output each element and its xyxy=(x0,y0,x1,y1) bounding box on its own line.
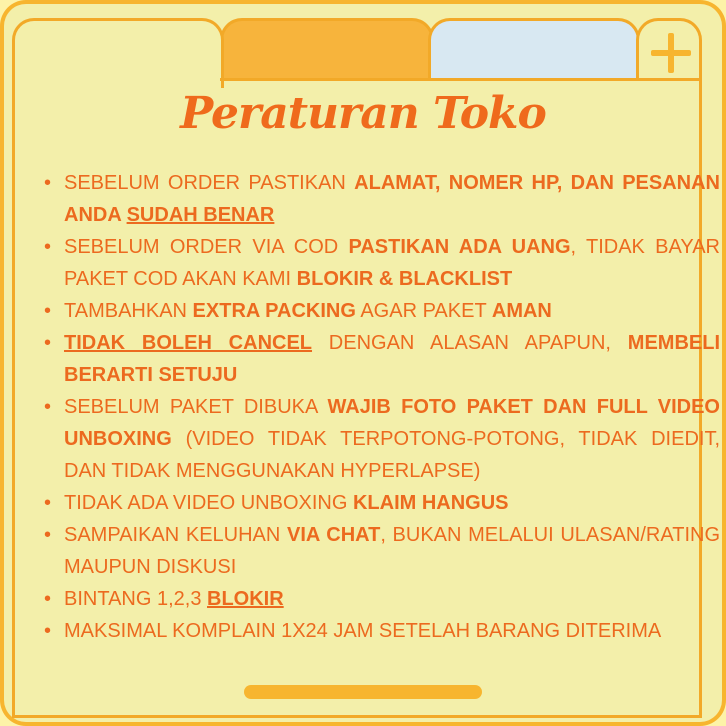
page-title: Peraturan Toko xyxy=(180,88,546,139)
rule-item-9: • MAKSIMAL KOMPLAIN 1X24 JAM SETELAH BARANG DITERIMA xyxy=(64,615,720,647)
rule-item-8: • BINTANG 1,2,3 BLOKIR xyxy=(64,583,720,615)
rule-item-6: • TIDAK ADA VIDEO UNBOXING KLAIM HANGUS xyxy=(64,487,720,519)
card-top-border xyxy=(220,78,702,81)
plus-icon xyxy=(651,33,691,73)
rule-item-5: • SEBELUM PAKET DIBUKA WAJIB FOTO PAKET DAN FULL VIDEO UNBOXING (VIDEO TIDAK TERPOTONG-POTONG, TIDAK DIEDIT, DAN TIDAK MENGGUNAKAN HYPERLAPSE) xyxy=(64,391,720,487)
rules-list xyxy=(44,167,720,647)
rule-item-2: • SEBELUM ORDER VIA COD PASTIKAN ADA UANG, TIDAK BAYAR PAKET COD AKAN KAMI BLOKIR & BLACKLIST xyxy=(64,231,720,295)
rule-item-7: • SAMPAIKAN KELUHAN VIA CHAT, BUKAN MELALUI ULASAN/RATING MAUPUN DISKUSI xyxy=(64,519,720,583)
rule-item-1: • SEBELUM ORDER PASTIKAN ALAMAT, NOMER HP, DAN PESANAN ANDA SUDAH BENAR xyxy=(64,167,720,231)
rule-item-4: • TIDAK BOLEH CANCEL DENGAN ALASAN APAPUN, MEMBELI BERARTI SETUJU xyxy=(64,327,720,391)
tab-1-active[interactable] xyxy=(12,18,224,88)
scrollbar-thumb[interactable] xyxy=(244,685,482,699)
rule-item-3: • TAMBAHKAN EXTRA PACKING AGAR PAKET AMAN xyxy=(64,295,720,327)
